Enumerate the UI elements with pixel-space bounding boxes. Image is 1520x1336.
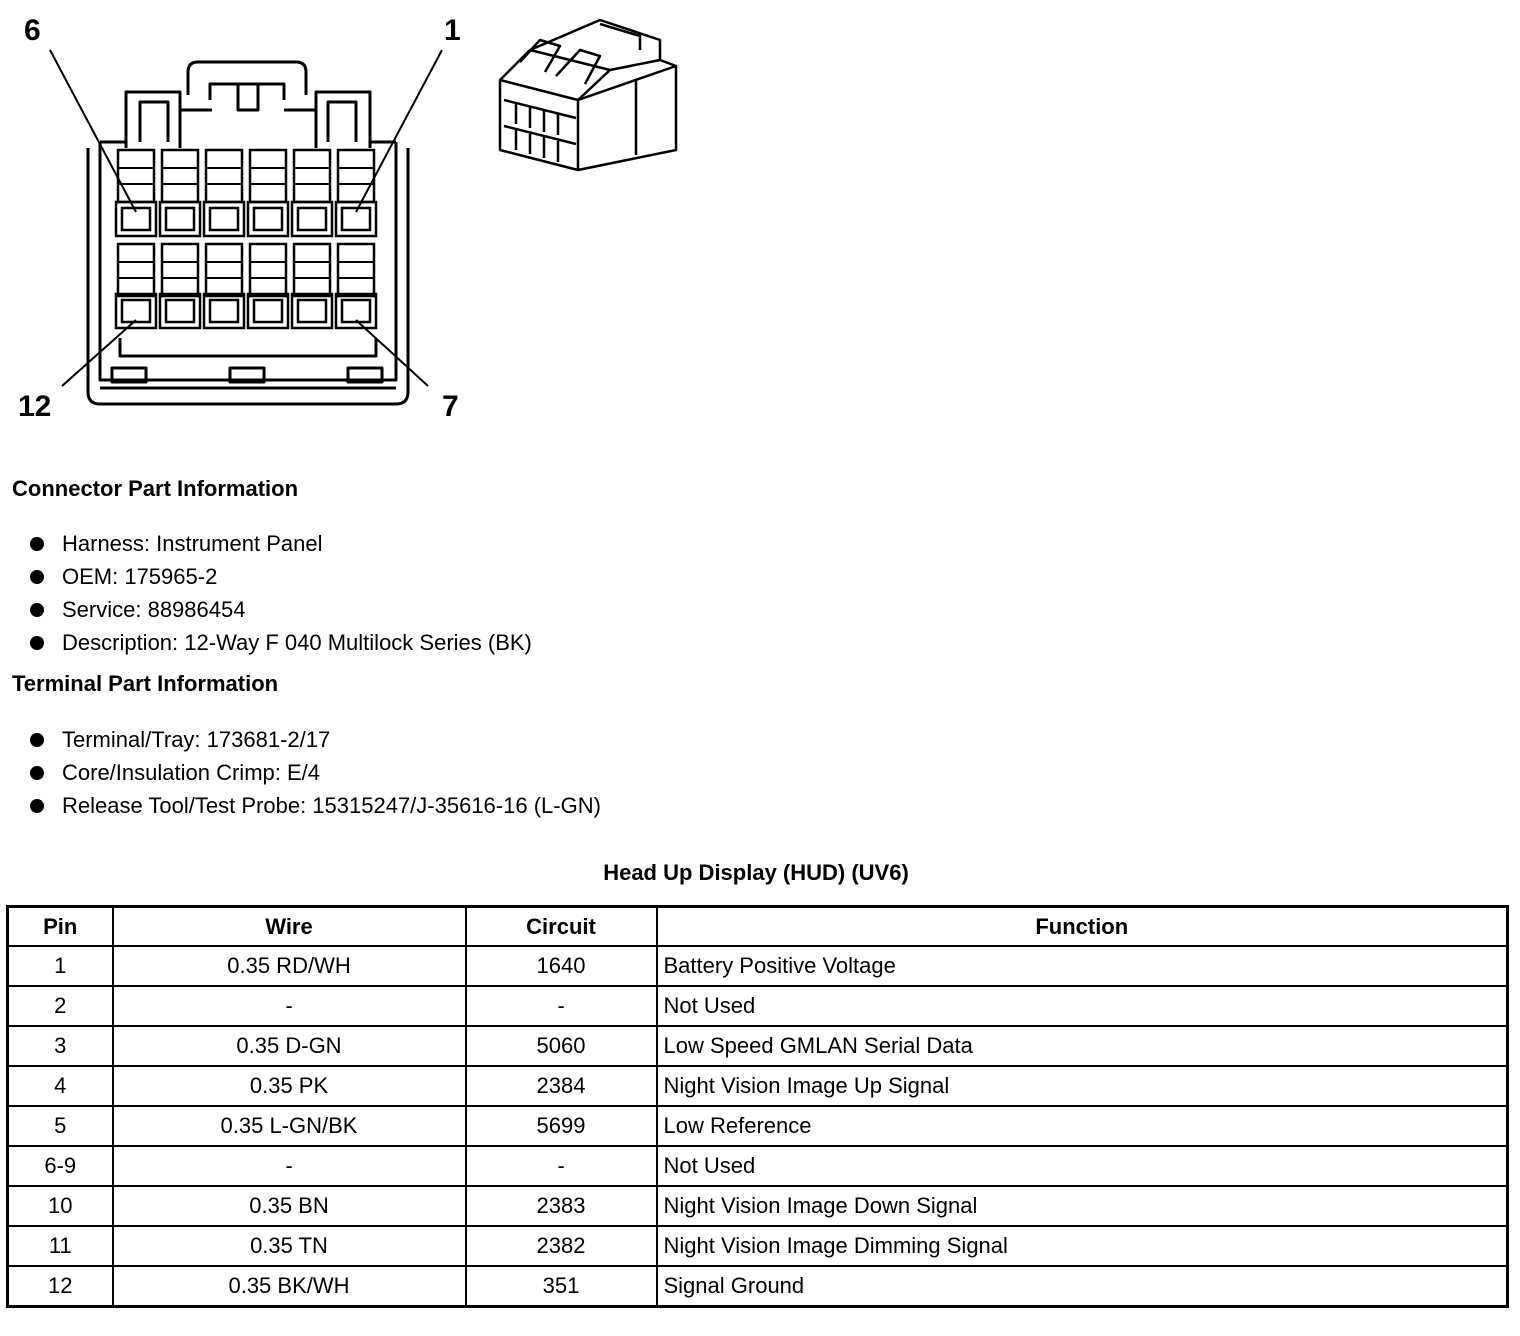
bullet-icon xyxy=(30,636,44,650)
pin-label-6: 6 xyxy=(24,14,41,47)
list-item: Service: 88986454 xyxy=(28,593,532,626)
cell-circuit: 351 xyxy=(466,1266,657,1307)
cell-circuit: 1640 xyxy=(466,946,657,986)
column-header-wire: Wire xyxy=(113,907,466,947)
cell-wire: 0.35 BN xyxy=(113,1186,466,1226)
cell-pin: 5 xyxy=(8,1106,113,1146)
table-row xyxy=(8,1266,1508,1307)
list-item: Release Tool/Test Probe: 15315247/J-35616-16 (L-GN) xyxy=(28,789,601,822)
cell-circuit: 5060 xyxy=(466,1026,657,1066)
terminal-info-list xyxy=(28,723,601,822)
cell-circuit: 2382 xyxy=(466,1226,657,1266)
cell-function: Night Vision Image Down Signal xyxy=(657,1186,1508,1226)
cell-circuit: - xyxy=(466,1146,657,1186)
table-row xyxy=(8,1226,1508,1266)
cell-wire: - xyxy=(113,1146,466,1186)
cell-wire: 0.35 L-GN/BK xyxy=(113,1106,466,1146)
cell-circuit: 2384 xyxy=(466,1066,657,1106)
table-row xyxy=(8,1106,1508,1146)
column-header-pin: Pin xyxy=(8,907,113,947)
table-title: Head Up Display (HUD) (UV6) xyxy=(603,860,909,885)
connector-info-list xyxy=(28,527,532,659)
cell-function: Night Vision Image Dimming Signal xyxy=(657,1226,1508,1266)
bullet-icon xyxy=(30,537,44,551)
list-item: Harness: Instrument Panel xyxy=(28,527,532,560)
list-item: Core/Insulation Crimp: E/4 xyxy=(28,756,601,789)
cell-pin: 6-9 xyxy=(8,1146,113,1186)
pin-label-7: 7 xyxy=(442,390,459,423)
pin-label-12: 12 xyxy=(18,390,52,423)
cell-function: Not Used xyxy=(657,1146,1508,1186)
table-row xyxy=(8,1186,1508,1226)
list-item: OEM: 175965-2 xyxy=(28,560,532,593)
cell-function: Battery Positive Voltage xyxy=(657,946,1508,986)
connector-diagram xyxy=(0,0,700,440)
cell-function: Low Speed GMLAN Serial Data xyxy=(657,1026,1508,1066)
cell-pin: 2 xyxy=(8,986,113,1026)
bullet-icon xyxy=(30,733,44,747)
table-row xyxy=(8,1026,1508,1066)
list-item: Description: 12-Way F 040 Multilock Series (BK) xyxy=(28,626,532,659)
cell-wire: 0.35 PK xyxy=(113,1066,466,1106)
list-item: Terminal/Tray: 173681-2/17 xyxy=(28,723,601,756)
cell-pin: 3 xyxy=(8,1026,113,1066)
cell-wire: 0.35 TN xyxy=(113,1226,466,1266)
column-header-function: Function xyxy=(657,907,1508,947)
bullet-icon xyxy=(30,766,44,780)
table-row xyxy=(8,946,1508,986)
terminal-info-heading: Terminal Part Information xyxy=(12,671,279,696)
table-row xyxy=(8,1146,1508,1186)
cell-function: Night Vision Image Up Signal xyxy=(657,1066,1508,1106)
column-header-circuit: Circuit xyxy=(466,907,657,947)
cell-circuit: - xyxy=(466,986,657,1026)
table-header-row xyxy=(8,907,1508,947)
table-row xyxy=(8,986,1508,1026)
connector-face-drawing xyxy=(0,0,700,440)
cell-wire: 0.35 BK/WH xyxy=(113,1266,466,1307)
pinout-table xyxy=(6,905,1509,1308)
cell-wire: - xyxy=(113,986,466,1026)
cell-function: Not Used xyxy=(657,986,1508,1026)
pin-label-1: 1 xyxy=(444,14,461,47)
bullet-icon xyxy=(30,603,44,617)
cell-pin: 1 xyxy=(8,946,113,986)
cell-function: Signal Ground xyxy=(657,1266,1508,1307)
cell-wire: 0.35 D-GN xyxy=(113,1026,466,1066)
bullet-icon xyxy=(30,799,44,813)
cell-pin: 11 xyxy=(8,1226,113,1266)
cell-pin: 12 xyxy=(8,1266,113,1307)
cell-circuit: 5699 xyxy=(466,1106,657,1146)
cell-pin: 10 xyxy=(8,1186,113,1226)
table-row xyxy=(8,1066,1508,1106)
cell-wire: 0.35 RD/WH xyxy=(113,946,466,986)
cell-circuit: 2383 xyxy=(466,1186,657,1226)
cell-pin: 4 xyxy=(8,1066,113,1106)
connector-3d-view xyxy=(500,20,676,170)
bullet-icon xyxy=(30,570,44,584)
connector-info-heading: Connector Part Information xyxy=(12,476,299,501)
cell-function: Low Reference xyxy=(657,1106,1508,1146)
